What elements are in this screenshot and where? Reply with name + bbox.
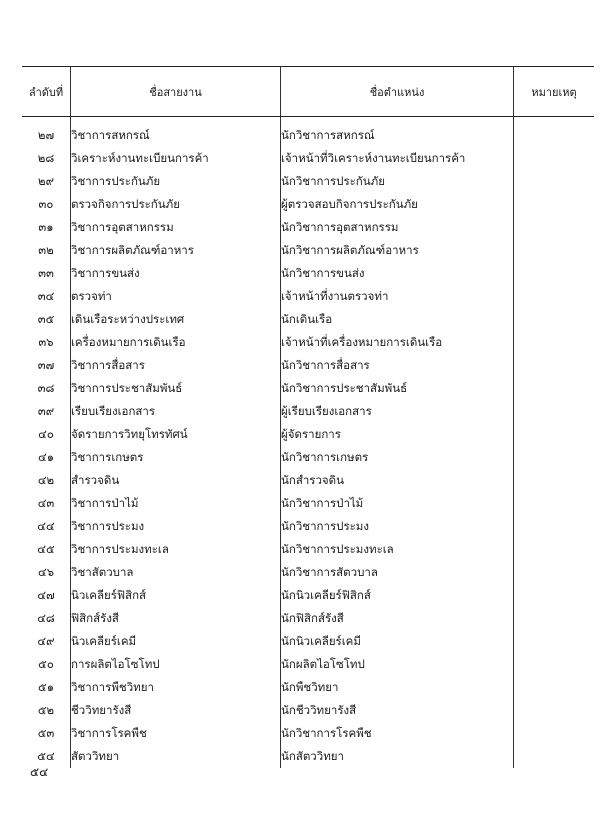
page-number: ๕๔ [30,765,49,779]
table-row [22,400,594,423]
table-row [22,584,594,607]
table-row [22,630,594,653]
row-work-line: สำรวจดิน [71,469,281,492]
row-remarks [514,515,595,538]
row-remarks [514,561,595,584]
row-position: ผู้ตรวจสอบกิจการประกันภัย [281,193,514,216]
table-row [22,170,594,193]
row-work-line: ชีววิทยารังสี [71,699,281,722]
row-position: ผู้จัดรายการ [281,423,514,446]
row-number: ๔๒ [37,472,55,487]
row-number: ๓๑ [38,219,54,234]
table-row [22,676,594,699]
table-row [22,745,594,768]
table-row [22,331,594,354]
row-number: ๓๓ [38,265,54,280]
row-work-line: วิชาการโรคพืช [71,722,281,745]
row-position: นักนิวเคลียร์เคมี [281,630,514,653]
row-remarks [514,699,595,722]
row-position: นักวิชาการประชาสัมพันธ์ [281,377,514,400]
table-row [22,446,594,469]
row-position: นักวิชาการโรคพืช [281,722,514,745]
row-position: นักวิชาการป่าไม้ [281,492,514,515]
row-position: นักผลิตไอโซโทป [281,653,514,676]
row-work-line: วิชาการประมงทะเล [71,538,281,561]
row-number: ๓๐ [38,196,54,211]
table-row [22,262,594,285]
row-remarks [514,722,595,745]
row-work-line: วิเคราะห์งานทะเบียนการค้า [71,147,281,170]
table-row [22,607,594,630]
row-number: ๓๗ [37,357,55,372]
row-number: ๕๑ [37,679,54,694]
row-remarks [514,400,595,423]
row-position: นักวิชาการสื่อสาร [281,354,514,377]
table-row [22,308,594,331]
table-row [22,469,594,492]
row-work-line: การผลิตไอโซโทป [71,653,281,676]
row-remarks [514,354,595,377]
table-row [22,216,594,239]
row-number: ๔๐ [38,426,54,441]
row-work-line: วิชาการประมง [71,515,281,538]
row-position: เจ้าหน้าที่วิเคราะห์งานทะเบียนการค้า [281,147,514,170]
row-remarks [514,147,595,170]
row-number: ๕๒ [37,702,55,717]
table-row [22,377,594,400]
row-number: ๔๙ [37,633,55,648]
row-number: ๔๓ [37,495,55,510]
row-remarks [514,584,595,607]
row-remarks [514,285,595,308]
table-row [22,653,594,676]
row-position: นักสำรวจดิน [281,469,514,492]
row-remarks [514,308,595,331]
row-work-line: วิชาการอุตสาหกรรม [71,216,281,239]
spacer-row [22,117,594,125]
row-number: ๔๔ [37,518,55,533]
row-remarks [514,446,595,469]
row-remarks [514,239,595,262]
row-number: ๔๑ [37,449,54,464]
row-number: ๔๗ [37,587,55,602]
row-work-line: สัตววิทยา [71,745,281,768]
row-number: ๔๘ [37,610,55,625]
row-number: ๓๖ [38,334,54,349]
row-number: ๓๕ [37,311,55,326]
row-work-line: เดินเรือระหว่างประเทศ [71,308,281,331]
row-position: นักชีววิทยารังสี [281,699,514,722]
row-number: ๕๐ [38,656,54,671]
header-number: ลำดับที่ [22,67,71,117]
row-remarks [514,469,595,492]
row-remarks [514,170,595,193]
row-position: นักนิวเคลียร์ฟิสิกส์ [281,584,514,607]
row-remarks [514,124,595,147]
row-number: ๒๗ [37,127,55,142]
row-remarks [514,193,595,216]
row-number: ๔๖ [37,564,54,579]
row-work-line: วิชาการผลิตภัณฑ์อาหาร [71,239,281,262]
row-position: นักสัตววิทยา [281,745,514,768]
row-number: ๒๙ [37,173,54,188]
row-position: นักวิชาการผลิตภัณฑ์อาหาร [281,239,514,262]
row-position: นักวิชาการเกษตร [281,446,514,469]
table-body [22,117,594,769]
row-position: นักวิชาการอุตสาหกรรม [281,216,514,239]
row-number: ๔๕ [37,541,55,556]
header-remarks: หมายเหตุ [514,67,595,117]
row-work-line: นิวเคลียร์ฟิสิกส์ [71,584,281,607]
position-register-table [22,66,594,768]
row-remarks [514,262,595,285]
row-work-line: ตรวจท่า [71,285,281,308]
table-row [22,147,594,170]
row-remarks [514,676,595,699]
row-position: ผู้เรียบเรียงเอกสาร [281,400,514,423]
row-work-line: เครื่องหมายการเดินเรือ [71,331,281,354]
row-work-line: วิชาการป่าไม้ [71,492,281,515]
row-remarks [514,216,595,239]
table-row [22,285,594,308]
row-work-line: วิชาการพืชวิทยา [71,676,281,699]
row-remarks [514,423,595,446]
row-position: เจ้าหน้าที่งานตรวจท่า [281,285,514,308]
table-row [22,239,594,262]
row-work-line: วิชาการประชาสัมพันธ์ [71,377,281,400]
row-position: นักวิชาการประกันภัย [281,170,514,193]
row-remarks [514,538,595,561]
row-number: ๓๔ [37,288,55,303]
table-row [22,699,594,722]
row-number: ๓๘ [37,380,55,395]
row-work-line: วิชาการสหกรณ์ [71,124,281,147]
row-work-line: เรียบเรียงเอกสาร [71,400,281,423]
table-row [22,124,594,147]
table-row [22,722,594,745]
header-position: ชื่อตำแหน่ง [281,67,514,117]
row-remarks [514,653,595,676]
row-position: นักวิชาการขนส่ง [281,262,514,285]
row-work-line: ฟิสิกส์รังสี [71,607,281,630]
row-position: นักวิชาการสหกรณ์ [281,124,514,147]
row-number: ๒๘ [37,150,55,165]
table-row [22,538,594,561]
row-work-line: วิชาการสื่อสาร [71,354,281,377]
row-number: ๓๒ [38,242,54,257]
row-remarks [514,745,595,768]
row-number: ๕๓ [37,725,55,740]
row-work-line: วิชาสัตวบาล [71,561,281,584]
row-remarks [514,630,595,653]
row-work-line: วิชาการประกันภัย [71,170,281,193]
row-work-line: วิชาการเกษตร [71,446,281,469]
row-remarks [514,377,595,400]
row-work-line: นิวเคลียร์เคมี [71,630,281,653]
table-row [22,561,594,584]
row-number: ๕๔ [37,748,55,763]
table-row [22,423,594,446]
table-row [22,354,594,377]
table-row [22,193,594,216]
row-position: นักวิชาการประมง [281,515,514,538]
header-work-line: ชื่อสายงาน [71,67,281,117]
row-position: เจ้าหน้าที่เครื่องหมายการเดินเรือ [281,331,514,354]
table-row [22,492,594,515]
row-work-line: ตรวจกิจการประกันภัย [71,193,281,216]
row-remarks [514,331,595,354]
row-position: นักวิชาการประมงทะเล [281,538,514,561]
row-remarks [514,492,595,515]
table-row [22,515,594,538]
row-position: นักฟิสิกส์รังสี [281,607,514,630]
row-remarks [514,607,595,630]
table-header-row [22,67,594,117]
row-work-line: จัดรายการวิทยุโทรทัศน์ [71,423,281,446]
row-number: ๓๙ [37,403,55,418]
row-work-line: วิชาการขนส่ง [71,262,281,285]
row-position: นักเดินเรือ [281,308,514,331]
row-position: นักพืชวิทยา [281,676,514,699]
row-position: นักวิชาการสัตวบาล [281,561,514,584]
